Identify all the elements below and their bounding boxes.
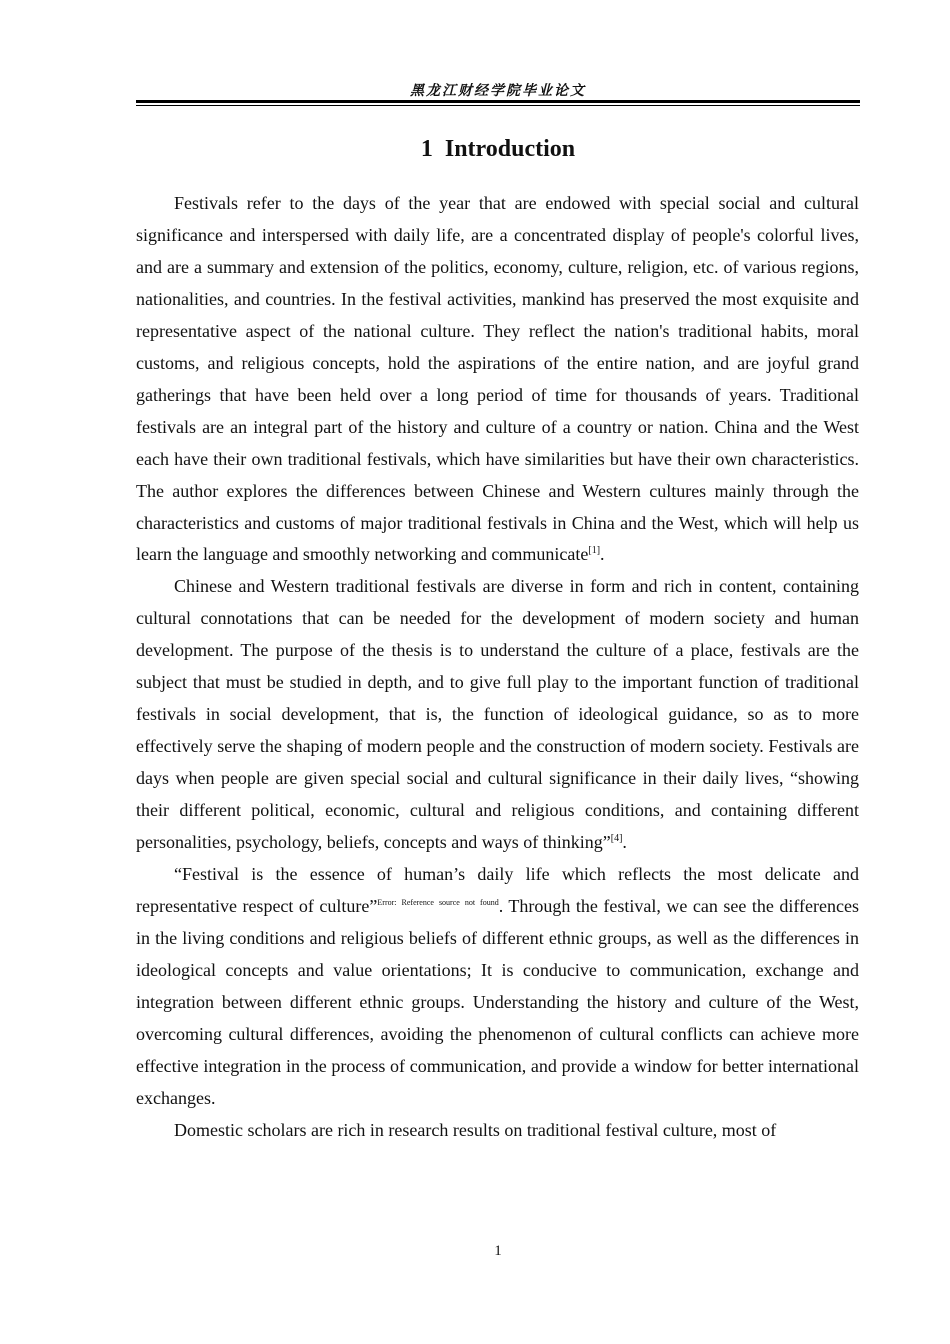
paragraph <box>136 571 859 859</box>
body-text <box>136 188 859 1147</box>
chapter-number: 1 <box>420 136 433 162</box>
paragraph-text: “Festival is the essence of human’s daily life which reflects the most delicate and representative respect of culture” <box>136 864 859 916</box>
paragraph-text: Festivals refer to the days of the year that are endowed with special social and cultural significance and interspersed with daily life, are a concentrated display of people's colorful lives, and are a summary and extension of the politics, economy, culture, religion, etc. of various regions, nationalities, and countries. In the festival activities, mankind has preserved the most exquisite and representative aspect of the national culture. They reflect the nation's traditional habits, moral customs, and religious concepts, hold the aspirations of the entire nation, and are joyful grand gatherings that have been held over a long period of time for thousands of years. Traditional festivals are an integral part of the history and culture of a country or nation. China and the West each have their own traditional festivals, which have similarities but have their own characteristics. The author explores the differences between Chinese and Western cultures mainly through the characteristics and customs of major traditional festivals in China and the West, which will help us learn the language and smoothly networking and communicate <box>136 193 859 565</box>
paragraph <box>136 859 859 1115</box>
paragraph <box>136 1115 859 1147</box>
reference-error-marker: Error: Reference source not found <box>377 897 499 907</box>
header-rule-thick <box>136 100 860 103</box>
chapter-title-text: Introduction <box>444 136 576 162</box>
chapter-title <box>136 133 860 165</box>
paragraph-text: Chinese and Western traditional festivals are diverse in form and rich in content, containing cultural connotations that can be needed for the development of modern society and human development. The purpose of the thesis is to understand the culture of a place, festivals are the subject that must be studied in depth, and to give full play to the important function of traditional festivals in social development, that is, the function of ideological guidance, so as to more effectively serve the shaping of modern people and the construction of modern society. Festivals are days when people are given special social and cultural significance in their daily lives, “showing their different political, economic, cultural and religious conditions, and containing different personalities, psychology, beliefs, concepts and ways of thinking” <box>136 576 859 853</box>
paragraph-tail: . Through the festival, we can see the differences in the living conditions and religious beliefs of different ethnic groups, as well as the differences in ideological concepts and value orientations; It is conducive to communication, exchange and integration between different ethnic groups. Understanding the history and culture of the West, overcoming cultural differences, avoiding the phenomenon of cultural conflicts can achieve more effective integration in the process of communication, and provide a window for better international exchanges. <box>136 895 859 1108</box>
paragraph-tail: . <box>622 832 627 853</box>
header-rule-thin <box>136 105 860 106</box>
citation-marker: [1] <box>588 545 601 557</box>
running-header: 黑龙江财经学院毕业论文 <box>410 84 586 99</box>
paragraph-text: Domestic scholars are rich in research results on traditional festival culture, most of <box>174 1119 777 1140</box>
paragraph <box>136 188 859 571</box>
paragraph-tail: . <box>600 544 605 565</box>
citation-marker: [4] <box>610 833 623 845</box>
page-number: 1 <box>494 1243 502 1259</box>
